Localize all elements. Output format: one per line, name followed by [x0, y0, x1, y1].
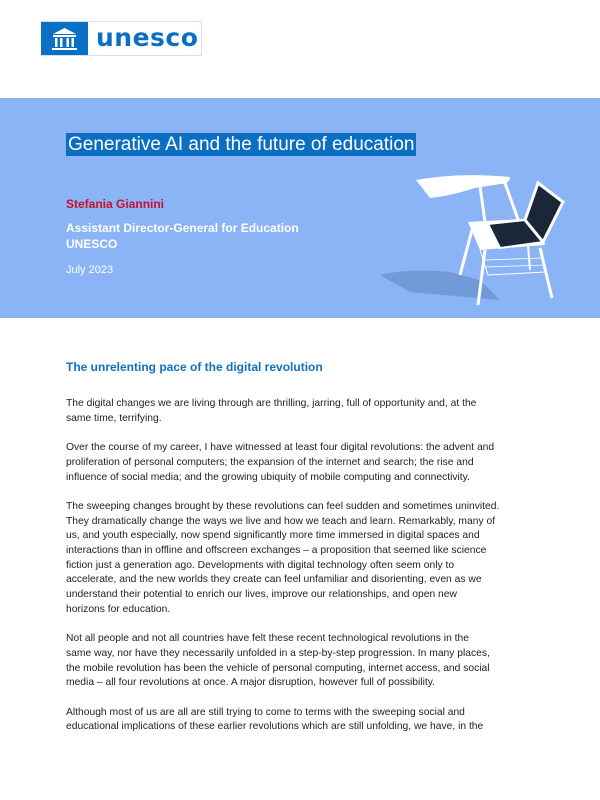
- organization: UNESCO: [66, 237, 118, 251]
- text-line: same time, terrifying.: [66, 412, 162, 424]
- paragraph: [66, 397, 556, 426]
- text-line: horizons for education.: [66, 603, 171, 615]
- text-line: interactions than in offline and offscreen exchanges – a proposition that seemed like science: [66, 545, 487, 556]
- role-title: Assistant Director-General for Education: [66, 221, 299, 235]
- document-title: Generative AI and the future of education: [68, 134, 415, 155]
- text-line: media – all four revolutions at once. A major disruption, however full of possibility.: [66, 677, 435, 689]
- text-line: educational implications of these earlier revolutions which are still unfolding, we have, in the: [66, 721, 484, 733]
- text-line: Over the course of my career, I have witnessed at least four digital revolutions: the advent and: [66, 442, 495, 454]
- text-line: accelerate, and the new worlds they create can feel unfamiliar and disorienting, even as we: [66, 574, 482, 586]
- text-line: proliferation of personal computers; the expansion of the internet and search; the rise and: [66, 456, 474, 468]
- text-line: understand their potential to enrich our lives, improve our relationships, and open new: [66, 589, 457, 601]
- logo-wordmark: unesco: [96, 23, 199, 52]
- text-line: the mobile revolution has been the vehicle of personal computing, internet access, and social: [66, 662, 490, 674]
- author-name: Stefania Giannini: [66, 197, 165, 211]
- text-line: fiction just a generation ago. Developments with digital technology often seem only to: [66, 559, 455, 571]
- text-line: They dramatically change the ways we live and how we teach and learn. Remarkably, many of: [66, 515, 496, 527]
- paragraph: [66, 706, 556, 735]
- text-line: The sweeping changes brought by these revolutions can feel sudden and sometimes uninvited.: [66, 500, 500, 512]
- temple-icon: [41, 22, 88, 55]
- author-role: [66, 220, 299, 252]
- text-line: influence of social media; and the growing ubiquity of mobile computing and connectivity.: [66, 471, 470, 483]
- paragraph: [66, 441, 556, 485]
- section-heading: The unrelenting pace of the digital revolution: [66, 360, 323, 374]
- text-line: The digital changes we are living through are thrilling, jarring, full of opportunity and, at the: [66, 398, 477, 409]
- paragraph: [66, 632, 556, 691]
- paragraph: [66, 500, 556, 618]
- text-line: us, and youth especially, now spend significantly more time immersed in digital spaces and: [66, 530, 480, 542]
- text-line: same way, nor have they necessarily unfolded in a step-by-step progression. In many places,: [66, 647, 490, 659]
- body-text: [66, 397, 556, 750]
- text-line: Not all people and not all countries have felt these recent technological revolutions in the: [66, 633, 469, 645]
- text-line: Although most of us are all are still trying to come to terms with the sweeping social and: [66, 706, 465, 718]
- publication-date: July 2023: [66, 264, 114, 276]
- unesco-logo: [41, 21, 202, 56]
- desk-laptop-illustration: [380, 150, 580, 310]
